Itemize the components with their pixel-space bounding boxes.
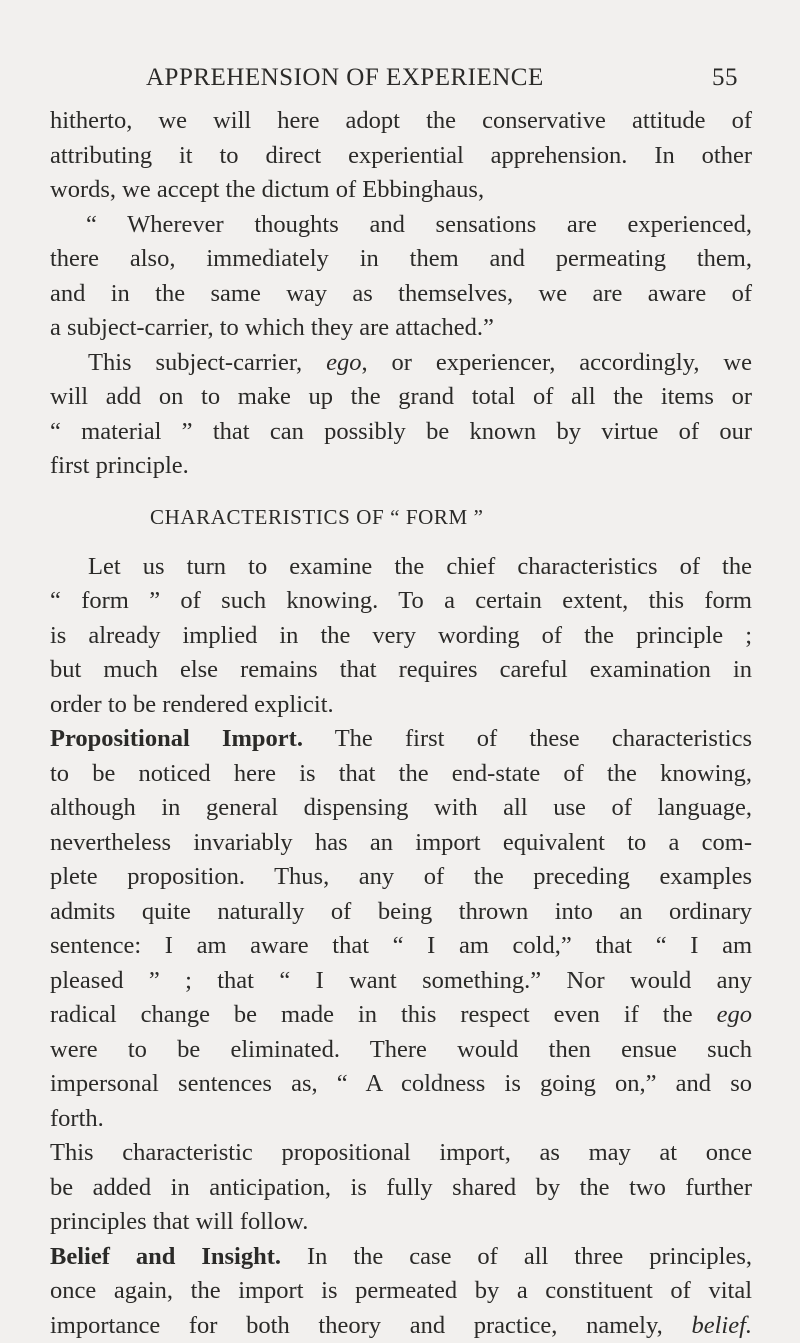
- section-heading: CHARACTERISTICS OF “ FORM ”: [50, 502, 752, 532]
- italic-term: ego: [326, 349, 361, 376]
- paragraph-form: [50, 550, 752, 723]
- running-head: [50, 64, 752, 104]
- text-span: importance for both theory and practice, namely,: [50, 1312, 691, 1339]
- text-span: , or experiencer, accordingly, we: [361, 349, 752, 376]
- text-line: although in general dispensing with all use of language,: [50, 791, 752, 826]
- paragraph-continuation: [50, 104, 752, 208]
- text-line: once again, the import is permeated by a constituent of vital: [50, 1274, 752, 1309]
- page-number: 55: [712, 64, 738, 92]
- text-line: impersonal sentences as, “ A coldness is going on,” and so: [50, 1067, 752, 1102]
- text-span: radical change be made in this respect even if the: [50, 1001, 717, 1028]
- text-line: Let us turn to examine the chief characteristics of the: [50, 550, 752, 585]
- text-line: order to be rendered explicit.: [50, 688, 752, 723]
- text-line: hitherto, we will here adopt the conservative attitude of: [50, 104, 752, 139]
- text-line: attributing it to direct experiential apprehension. In other: [50, 139, 752, 174]
- text-line: words, we accept the dictum of Ebbinghaus,: [50, 173, 752, 208]
- text-line: [50, 722, 752, 757]
- quote-line: a subject-carrier, to which they are attached.”: [50, 311, 752, 346]
- text-line: to be noticed here is that the end-state of the knowing,: [50, 757, 752, 792]
- text-line: “ material ” that can possibly be known by virtue of our: [50, 415, 752, 450]
- text-line: pleased ” ; that “ I want something.” Nor would any: [50, 964, 752, 999]
- side-heading: Propositional Import.: [50, 725, 303, 752]
- text-line: [50, 346, 752, 381]
- quote-line: “ Wherever thoughts and sensations are experienced,: [50, 208, 752, 243]
- text-line: were to be eliminated. There would then ensue such: [50, 1033, 752, 1068]
- text-line: first principle.: [50, 449, 752, 484]
- text-span: This subject-carrier,: [88, 349, 326, 376]
- text-line: be added in anticipation, is fully shared by the two further: [50, 1171, 752, 1206]
- text-line: sentence: I am aware that “ I am cold,” that “ I am: [50, 929, 752, 964]
- text-line: admits quite naturally of being thrown into an ordinary: [50, 895, 752, 930]
- text-line: but much else remains that requires careful examination in: [50, 653, 752, 688]
- side-heading: Belief and Insight.: [50, 1243, 281, 1270]
- text-span: The first of these characteristics: [303, 725, 752, 752]
- text-span: In the case of all three principles,: [281, 1243, 752, 1270]
- text-line: [50, 1309, 752, 1343]
- paragraph-belief-insight: [50, 1240, 752, 1343]
- text-line: principles that will follow.: [50, 1205, 752, 1240]
- text-line: “ form ” of such knowing. To a certain extent, this form: [50, 584, 752, 619]
- paragraph-subject-carrier: [50, 346, 752, 484]
- paragraph-anticipation: [50, 1136, 752, 1240]
- quote-line: there also, immediately in them and permeating them,: [50, 242, 752, 277]
- text-line: nevertheless invariably has an import equivalent to a com-: [50, 826, 752, 861]
- text-line: [50, 1240, 752, 1275]
- text-line: will add on to make up the grand total of all the items or: [50, 380, 752, 415]
- text-line: [50, 998, 752, 1033]
- italic-term: ego: [717, 1001, 752, 1028]
- paragraph-propositional-import: [50, 722, 752, 1136]
- running-title: APPREHENSION OF EXPERIENCE: [146, 64, 544, 92]
- text-line: plete proposition. Thus, any of the preceding examples: [50, 860, 752, 895]
- italic-term: belief.: [691, 1312, 752, 1339]
- text-line: This characteristic propositional import, as may at once: [50, 1136, 752, 1171]
- block-quote: [50, 208, 752, 346]
- quote-line: and in the same way as themselves, we are aware of: [50, 277, 752, 312]
- text-line: forth.: [50, 1102, 752, 1137]
- text-line: is already implied in the very wording of the principle ;: [50, 619, 752, 654]
